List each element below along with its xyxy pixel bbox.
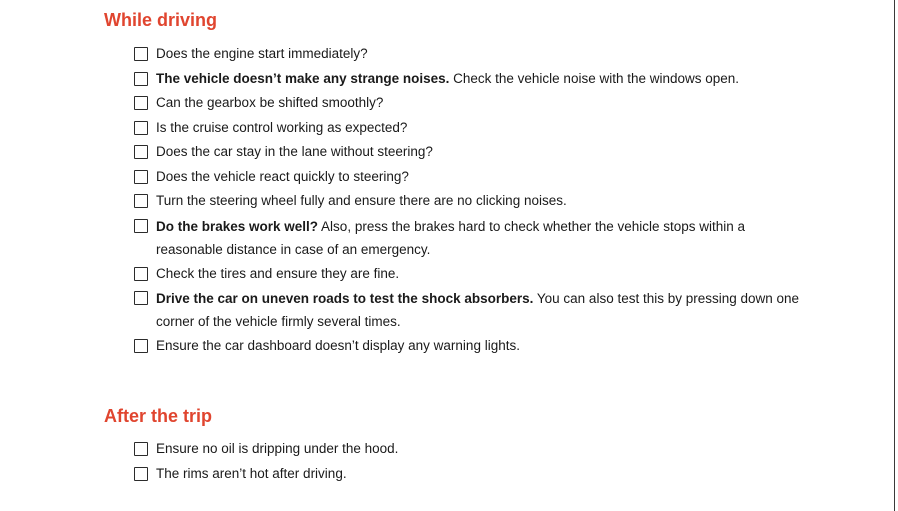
after-trip-checklist <box>134 437 814 486</box>
item-text: Is the cruise control working as expected? <box>156 119 408 135</box>
checkbox[interactable] <box>134 267 148 281</box>
checkbox[interactable] <box>134 96 148 110</box>
page-edge-divider <box>894 0 895 511</box>
item-text: The vehicle doesn’t make any strange noises. Check the vehicle noise with the windows open. <box>156 70 740 86</box>
item-text: Drive the car on uneven roads to test the shock absorbers. You can also test this by pressing down one corner of the vehicle firmly several times. <box>156 291 800 329</box>
checkbox[interactable] <box>134 291 148 305</box>
item-text: Can the gearbox be shifted smoothly? <box>156 95 384 110</box>
checkbox[interactable] <box>134 467 148 481</box>
checklist-item <box>134 462 814 487</box>
checklist-item <box>134 91 814 116</box>
checkbox[interactable] <box>134 194 148 208</box>
checkbox[interactable] <box>134 121 148 135</box>
item-text: Ensure no oil is dripping under the hood. <box>156 441 399 456</box>
checkbox[interactable] <box>134 339 148 353</box>
checklist-item <box>134 67 814 92</box>
item-text: The rims aren’t hot after driving. <box>156 465 347 481</box>
section-title-after-the-trip: After the trip <box>104 406 212 426</box>
checkbox[interactable] <box>134 145 148 159</box>
checklist-item <box>134 437 814 462</box>
checklist-item <box>134 116 814 141</box>
checklist-item <box>134 140 814 165</box>
section-title-while-driving: While driving <box>104 10 218 30</box>
checklist-item <box>134 262 814 287</box>
item-text: Check the tires and ensure they are fine. <box>156 265 400 281</box>
item-text: Does the car stay in the lane without steering? <box>156 144 433 159</box>
checklist-item <box>134 214 814 262</box>
checklist-item <box>134 165 814 190</box>
item-text: Do the brakes work well? Also, press the brakes hard to check whether the vehicle stops within a reasonable distance in case of an emergency. <box>156 218 746 257</box>
checkbox[interactable] <box>134 442 148 456</box>
item-text: Does the engine start immediately? <box>156 46 368 61</box>
checklist-item <box>134 286 814 334</box>
checkbox[interactable] <box>134 47 148 61</box>
while-driving-checklist <box>134 42 814 359</box>
checkbox[interactable] <box>134 219 148 233</box>
checkbox[interactable] <box>134 170 148 184</box>
item-text: Ensure the car dashboard doesn’t display any warning lights. <box>156 338 520 353</box>
checkbox[interactable] <box>134 72 148 86</box>
item-text: Does the vehicle react quickly to steering? <box>156 168 409 184</box>
checklist-item <box>134 189 814 214</box>
checklist-item <box>134 42 814 67</box>
item-text: Turn the steering wheel fully and ensure there are no clicking noises. <box>156 193 567 208</box>
checklist-item <box>134 334 814 359</box>
